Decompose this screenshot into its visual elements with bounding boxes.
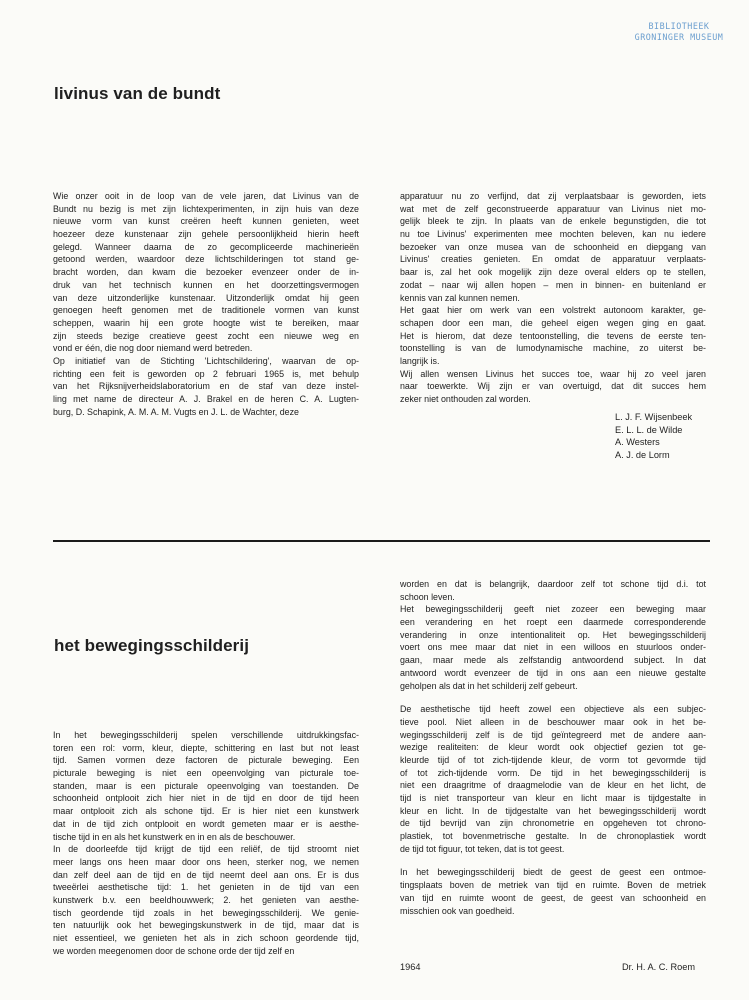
text-line: scheppen, waarin hij een grote hoogte wist te bereiken, maar [53,317,359,328]
text-line: In het bewegingsschilderij biedt de geest de geest een ontmoe- [400,867,706,878]
text-line: gelegd. Wanneer daarna de zo gecompliceerde machinerieën [53,241,359,252]
text-line: tweeërlei aesthetische tijd: 1. het genieten in de tijd van een [53,882,359,893]
text-line: burg, D. Schapink, A. M. A. M. Vugts en J. L. de Wachter, deze [53,406,299,417]
text-line: schoon leven. [400,591,455,602]
text-line: nu toe Livinus' experimenten mee mochten beleven, kan nu iedere [400,229,706,240]
text-line: In de doorleefde tijd krijgt de tijd een reliëf, de tijd stroomt niet [53,844,359,855]
text-line: getoond werden, waardoor deze lichtschilderingen tot stand ge- [53,254,359,265]
signature-name: L. J. F. Wijsenbeek [615,412,693,422]
text-line: picturale beweging is niet een opeenvolging van picturale toe- [53,768,359,779]
text-line: wat met de zelf geconstrueerde apparatuur van Livinus niet mo- [400,203,706,214]
text-line: zeker niet onthouden zal worden. [400,394,531,404]
text-line: we worden meegenomen door de schone orde der tijd zelf en [53,945,295,956]
text-line: Het is hierom, dat deze tentoonstelling, die tevens de eerste ten- [400,330,706,341]
text-line: kennis van zal kunnen nemen. [400,292,520,303]
text-line: de tijd bevrijd van zijn chronometrie en opgeheven tot chrono- [400,818,706,829]
text-line: dat in de tijd zich ontplooit en wordt gemeten maar er is aesthe- [53,818,359,829]
text-line: misschien ook van goedheid. [400,905,515,916]
signature-name: A. J. de Lorm [615,450,670,461]
text-line: ling met name de directeur A. J. Brakel en de heren C. A. Lugten- [53,394,359,404]
text-line: Wie onzer ooit in de loop van de vele jaren, dat Livinus van de [53,191,359,201]
text-line: richting een feit is geworden op 2 februari 1965 is, met behulp [53,368,359,379]
text-line: apparatuur nu zo verfijnd, dat zij verplaatsbaar is geworden, iets [400,191,706,201]
text-line: Het bewegingsschilderij geeft niet zozeer een beweging maar [400,604,706,615]
text-line: toonstelling is van de lumodynamische machine, zo uiterst be- [400,343,706,354]
library-stamp [618,21,740,42]
text-line: niet een draagritme of draagmelodie van de kleur en het licht, de [400,780,706,791]
text-line: gelijk bleek te zijn. In plaats van de enkele begunstigden, die tot [400,216,706,227]
article-2-left-column [53,729,359,957]
text-line: voert ons mee maar dat niet in een willoos en stuurloos onder- [400,642,706,653]
text-line: kleurde tijd of tot zich-tijdende kleur, de vorm tot gevormde tijd [400,754,706,765]
text-line: van tijd en ruimte woont de geest, de geest van schoonheid en [400,892,706,903]
text-line: standen, maar is een picturale opeenvolging van toestanden. De [53,780,359,791]
signature-name: A. Westers [615,437,660,448]
stamp-line-2: GRONINGER MUSEUM [634,31,724,42]
text-line: tische tijd in en als het kunstwerk en in en als de beschouwer. [53,831,296,842]
text-line: naar toewerkte. Wij zijn er van overtuigd, dat dit succes hem [400,381,706,392]
text-line: wezige realiteiten: de kleur wordt ook objectief gezien tot ge- [400,742,706,753]
text-line: In het bewegingsschilderij spelen verschillende uitdrukkingsfac- [53,730,359,740]
signatures [615,411,692,462]
text-line: baar is, zal het ook mogelijk zijn deze overal elders op te stellen, [400,267,706,278]
text-line: antwoord wordt evenzeer de tijd in ons aan een nieuwe gestalte [400,667,706,678]
text-line: gaan, maar mede als zelfstandig antwoordend subject. In dat [400,655,706,666]
text-line: nieuwe vorm van kunst creëren heeft kunnen genieten, weet [53,216,359,227]
text-line: toren een rol: vorm, kleur, diepte, schittering en last but not least [53,742,359,753]
text-line: van deze uitzonderlijke kunstenaar. Uitzonderlijk omdat hij geen [53,292,359,303]
text-line: de tijd tot figuur, tot teken, dat is tot geest. [400,843,565,854]
text-line: kleur en licht. In de tijdgestalte van het bewegingsschilderij wordt [400,805,706,816]
text-line: of tot zich-tijdende vorm. De tijd in het bewegingsschilderij is [400,767,706,778]
text-line: zijn steeds bezige creatieve geest zocht een nieuwe weg en [53,330,359,341]
text-line: tieve pool. Niet alleen in de beschouwer maar ook in het be- [400,716,706,727]
text-line: zodat – naar wij allen hopen – men in binnen- en buitenland er [400,279,706,290]
text-line: worden en dat is belangrijk, daardoor zelf tot schone tijd d.i. tot [400,579,706,589]
text-line: vond er één, die nog door niemand werd betreden. [53,343,253,354]
text-line: meer langs ons heen maar door ons heen, sterker nog, we nemen [53,856,359,867]
text-line: maar ontplooit zich als schone tijd. Er is hier niet een kunstwerk [53,806,359,817]
article-1-title: livinus van de bundt [54,84,221,103]
signature-name: E. L. L. de Wilde [615,424,683,435]
text-line: schoonheid ontplooit zich hier niet in de tijd en door de tijd heen [53,793,359,804]
text-line: tisch geordende tijd zoals in het bewegingsschilderij. We genie- [53,907,359,918]
article-2-right-column [400,578,706,917]
text-line: tingsplaats boven de metriek van tijd en ruimte. Boven de metriek [400,880,706,891]
paragraph-gap [400,855,706,866]
text-line: Livinus' creaties genieten. En omdat de apparatuur verplaats- [400,254,706,265]
text-line: Op initiatief van de Stichting 'Lichtschildering', waarvan de op- [53,355,359,366]
text-line: Wij allen wensen Livinus het succes toe, waar hij zo veel jaren [400,368,706,379]
author: Dr. H. A. C. Roem [622,962,696,972]
article-1-left-column [53,190,359,418]
text-line: ten natuurlijk ook het bewegingskunstwerk in de tijd, maar dat is [53,920,359,931]
text-line: tijd. Samen vormen deze factoren de picturale beweging. Een [53,755,359,766]
text-line: bezoeker van onze musea van de schoonheid en diepgang van [400,241,706,252]
text-line: bracht worden, dan kwam die bezoeker evenzeer onder de in- [53,267,359,278]
text-line: dan zelf deel aan de tijd en de tijd neemt deel aan ons. Er is dus [53,869,359,880]
article-2-title: het bewegingsschilderij [54,636,250,655]
article-1-right-column [400,190,706,406]
text-line: verandering in onze intentionaliteit op. Het bewegingsschilderij [400,629,706,640]
paragraph-gap [400,692,706,703]
text-line: niet essentieel, we genieten het als in zich schoon geordende tijd, [53,933,359,943]
text-line: wegingsschilderij zelf is de tijd geïntegreerd met de andere aan- [400,729,706,740]
text-line: kunstwerk b.v. een beeldhouwwerk; 2. het genieten van aesthe- [53,894,359,905]
section-divider [53,540,710,542]
text-line: plastiek, tot bovenmetrische gestalte. In de chronoplastiek wordt [400,831,706,842]
text-line: een verandering en het roept een daarmede corresponderende [400,617,706,628]
text-line: genoegen heeft genomen met de traditionele vormen van kunst [53,305,359,316]
text-line: geholpen als dat in het schilderij zelf gebeurt. [400,680,578,691]
text-line: tijd is niet transporteur van kleur en licht maar is tijdgestalte in [400,793,706,803]
text-line: langrijk is. [400,355,440,366]
stamp-line-1: BIBLIOTHEEK [648,21,710,31]
text-line: schapen door een man, die geheel eigen wegen ging en gaat. [400,317,706,328]
text-line: hoezeer deze kunstenaar zijn gehele persoonlijkheid hierin heeft [53,229,359,240]
text-line: De aesthetische tijd heeft zowel een objectieve als een subjec- [400,704,706,715]
text-line: Het gaat hier om werk van een volstrekt autonoom karakter, ge- [400,305,706,316]
year: 1964 [400,962,421,972]
text-line: druk van het technisch kunnen en het doorzettingsvermogen [53,279,359,290]
text-line: van het Rijksnijverheidslaboratorium en de staf van deze instel- [53,381,359,392]
text-line: Bundt nu bezig is met zijn lichtexperimenten, in zijn huis van deze [53,203,359,214]
